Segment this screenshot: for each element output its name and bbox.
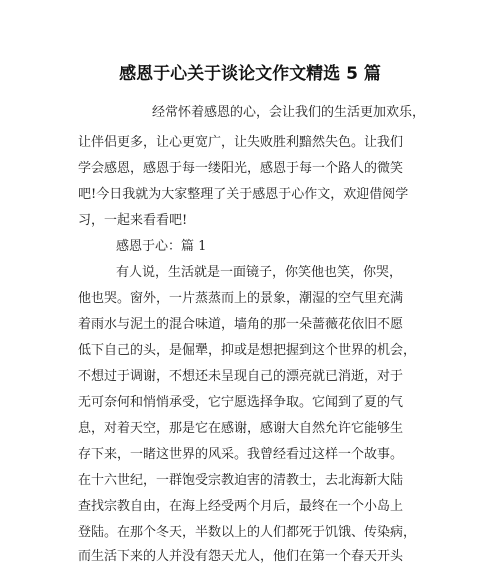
body-line-12: 而生活下来的人并没有怨天尤人，他们在第一个春天开头	[78, 549, 404, 564]
body-line-10: 查找宗教自由，在海上经受两个月后，最终在一个小岛上	[78, 499, 404, 514]
intro-line-3: 学会感恩，感恩于每一缕阳光，感恩于每一个路人的微笑	[78, 161, 404, 176]
body-line-2: 他也哭。窗外，一片蒸蒸而上的景象，潮湿的空气里充满	[78, 291, 404, 306]
body-line-4: 低下自己的头，是倔犟，抑或是想把握到这个世界的机会，	[78, 343, 417, 358]
intro-line-5: 习，一起来看看吧!	[78, 213, 188, 228]
intro-line-1: 经常怀着感恩的心，会让我们的生活更加欢乐，	[152, 105, 426, 120]
body-line-9: 在十六世纪，一群饱受宗教迫害的清教士，去北海新大陆	[78, 473, 404, 488]
body-line-1: 有人说，生活就是一面镜子，你笑他也笑，你哭，	[116, 265, 403, 280]
body-line-3: 着雨水与泥土的混合味道，墙角的那一朵蔷薇花依旧不愿	[78, 317, 404, 332]
body-line-7: 息，对着天空，那是它在感谢，感谢大自然允许它能够生	[78, 421, 404, 436]
body-line-5: 不想过于调谢，不想还未呈现自己的漂亮就已消逝，对于	[78, 369, 404, 384]
body-line-11: 登陆。在那个冬天，半数以上的人们都死于饥饿、传染病，	[78, 525, 417, 540]
intro-line-2: 让伴侣更多，让心更宽广，让失败胜利黯然失色。让我们	[78, 135, 404, 150]
intro-line-4: 吧!今日我就为大家整理了关于感恩于心作文，欢迎借阅学	[78, 187, 409, 202]
body-line-8: 存下来，一睹这世界的风采。我曾经看过这样一个故事。	[78, 447, 404, 462]
document-title: 感恩于心关于谈论文作文精选 5 篇	[119, 64, 381, 84]
section-heading: 感恩于心：篇 1	[116, 239, 207, 254]
body-line-6: 无可奈何和悄悄承受，它宁愿选择争取。它闻到了夏的气	[78, 395, 404, 410]
